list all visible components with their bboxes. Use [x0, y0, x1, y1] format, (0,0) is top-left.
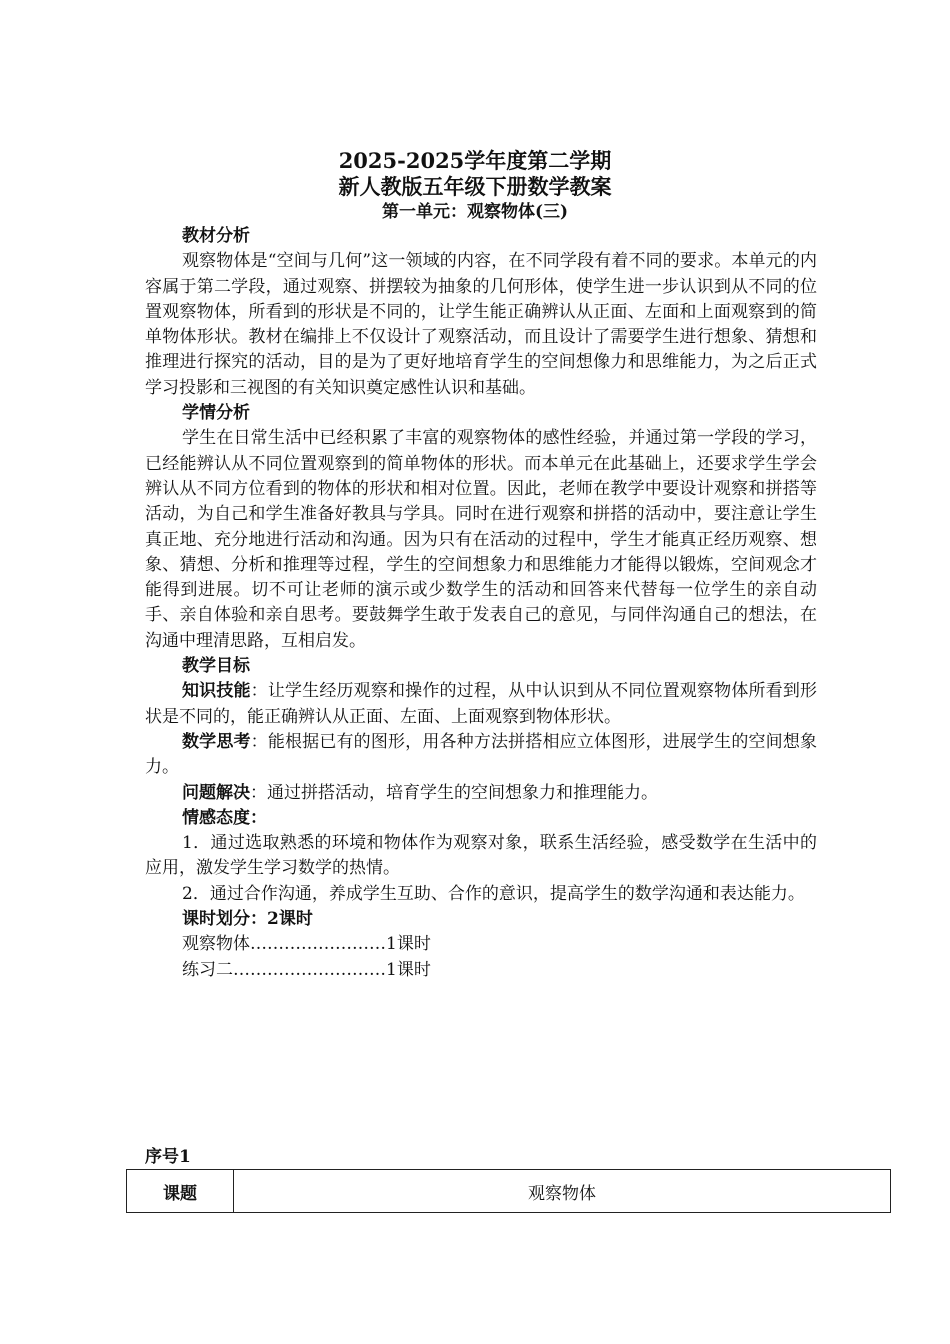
goal-knowledge-text: ：让学生经历观察和操作的过程，从中认识到从不同位置观察物体所看到形状是不同的，能正确辨认从正面、左面、上面观察到物体形状。 — [145, 681, 818, 727]
schedule-heading: 课时划分：2课时 — [182, 909, 313, 930]
goal-thinking-text: ：能根据已有的图形，用各种方法拼搭相应立体图形，进展学生的空间想象力。 — [145, 731, 818, 778]
unit-title: 第一单元：观察物体(三) — [381, 202, 569, 222]
student-analysis-text: 学生在日常生活中已经积累了丰富的观察物体的感性经验，并通过第一学段的学习，已经能辨认从不同位置观察到的简单物体的形状。而本单元在此基础上，还要求学生学会辨认从不同方位看到的物体的形状和相对位置。因此，老师在教学中要设计观察和拼搭等活动，为自己和学生准备好教具与学具。同时在进行观察和拼搭的活动中，要注意让学生真正地、充分地进行活动和沟通。因为只有在活动的过程中，学生才能真正经历观察、想象、猜想、分析和推理等过程，学生的空间想象力和思维能力才能得以锻炼，空间观念才能得到进展。切不可让老师的演示或少数学生的活动和回答来代替每一位学生的亲自动手、亲自体验和亲自思考。要鼓舞学生敢于发表自己的意见，与同伴沟通自己的想法，在沟通中理清思路，互相启发。 — [145, 428, 817, 651]
sequence-label: 序号1 — [145, 1147, 191, 1167]
goal-knowledge — [145, 679, 817, 730]
schedule-item-1: 观察物体……………………1课时 — [182, 934, 431, 955]
document-body — [145, 224, 817, 983]
goal-attitude-item-2: 2．通过合作沟通，养成学生互助、合作的意识，提高学生的数学沟通和表达能力。 — [182, 883, 805, 904]
goal-thinking — [145, 730, 817, 781]
goal-problem — [145, 781, 817, 806]
title-line-1: 2025-2025学年度第二学期 — [338, 148, 612, 173]
topic-value-cell: 观察物体 — [234, 1170, 891, 1213]
goal-knowledge-label: 知识技能 — [182, 681, 251, 702]
goal-attitude-item-1: 1．通过选取熟悉的环境和物体作为观察对象，联系生活经验，感受数学在生活中的应用，激发学生学习数学的热情。 — [145, 833, 817, 879]
schedule-item-2: 练习二………………………1课时 — [182, 959, 431, 980]
topic-label-cell: 课题 — [127, 1170, 234, 1213]
goal-problem-label: 问题解决 — [182, 782, 250, 803]
goal-thinking-label: 数学思考 — [182, 731, 251, 752]
material-analysis-text: 观察物体是“空间与几何”这一领域的内容，在不同学段有着不同的要求。本单元的内容属于第二学段，通过观察、拼摆较为抽象的几何形体，使学生进一步认识到从不同的位置观察物体，所看到的形状是不同的，让学生能正确辨认从正面、左面和上面观察到的简单物体形状。教材在编排上不仅设计了观察活动，而且设计了需要学生进行想象、猜想和推理进行探究的活动，目的是为了更好地培育学生的空间想像力和思维能力，为之后正式学习投影和三视图的有关知识奠定感性认识和基础。 — [145, 251, 817, 398]
table-row — [127, 1170, 891, 1213]
lesson-table — [126, 1169, 891, 1213]
goal-attitude-label: 情感态度： — [182, 807, 267, 828]
material-analysis-heading: 教材分析 — [182, 226, 250, 246]
goal-problem-text: ：通过拼搭活动，培育学生的空间想象力和推理能力。 — [250, 782, 658, 803]
title-line-2: 新人教版五年级下册数学教案 — [338, 174, 612, 199]
teaching-goals-heading: 教学目标 — [182, 656, 250, 677]
student-analysis-heading: 学情分析 — [182, 403, 250, 424]
